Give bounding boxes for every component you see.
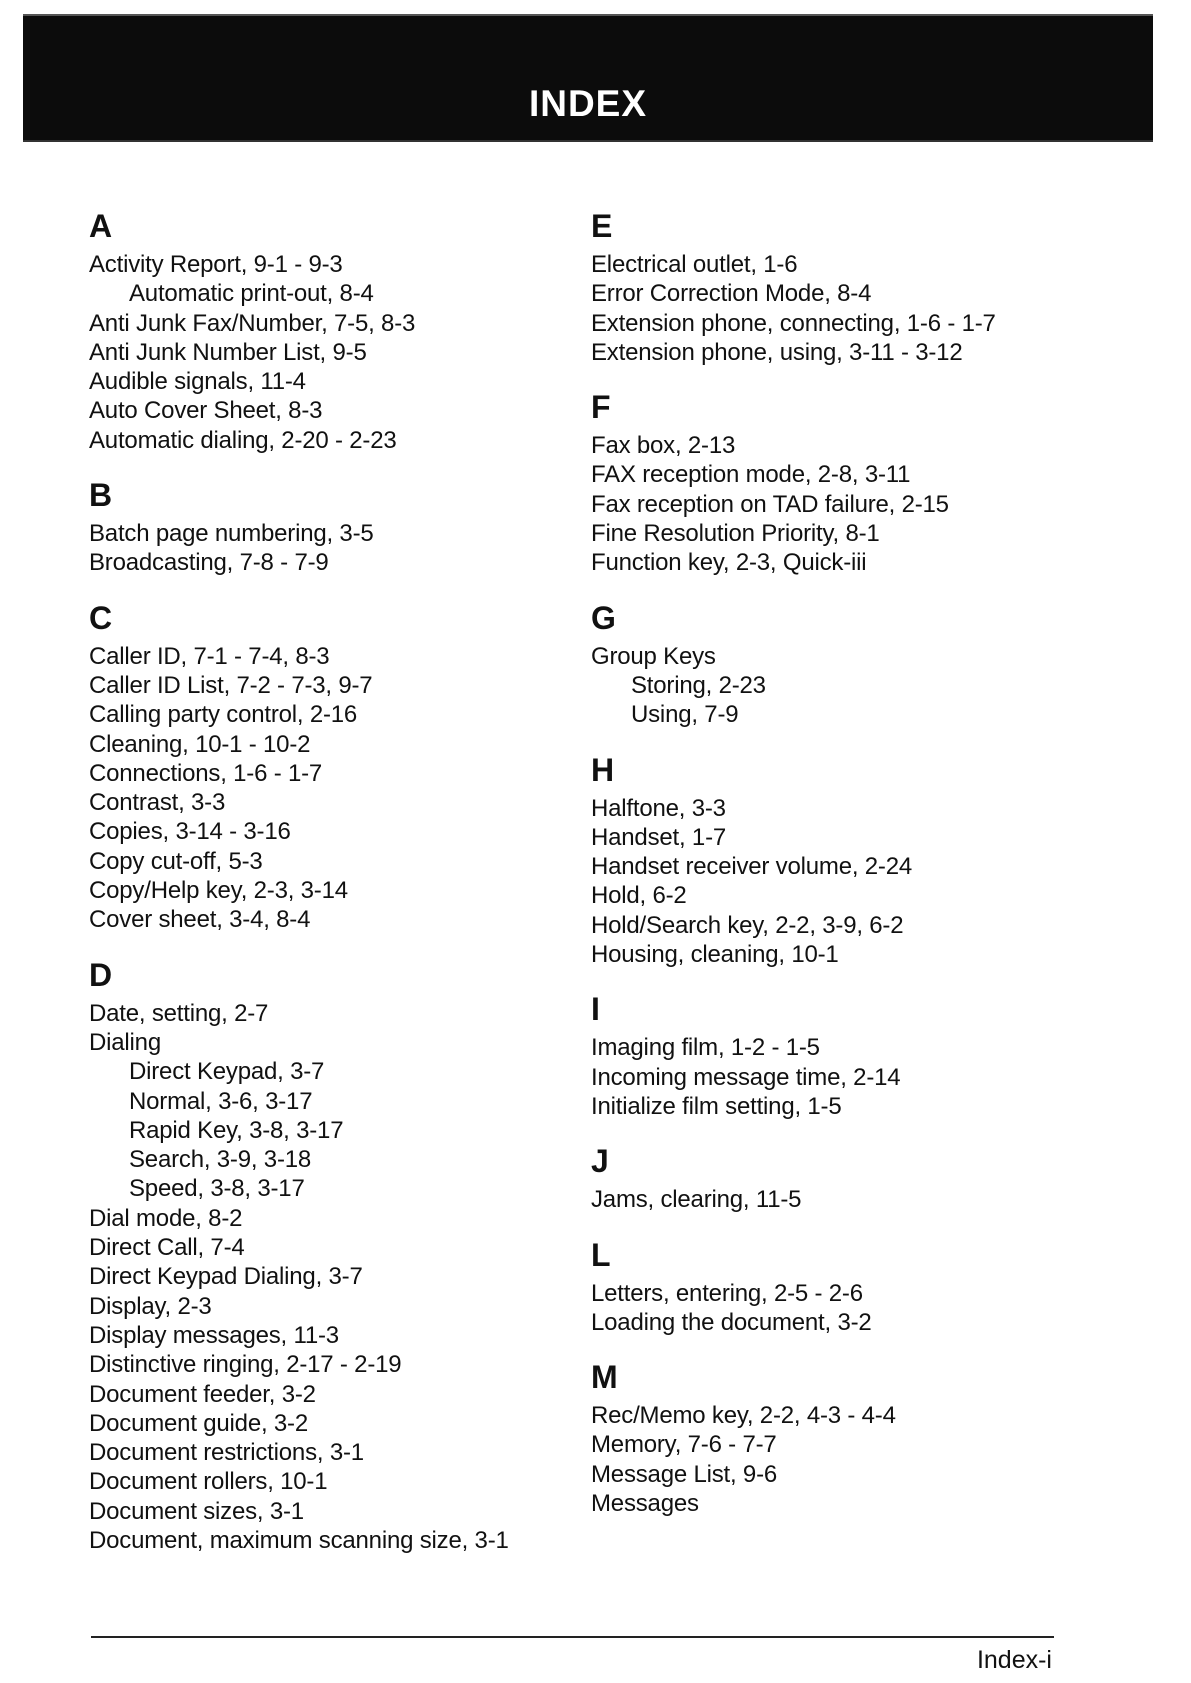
- index-entry: Distinctive ringing, 2-17 - 2-19: [89, 1351, 402, 1379]
- index-entry: Fax reception on TAD failure, 2-15: [591, 490, 949, 518]
- index-column-right: [591, 210, 1111, 1542]
- section-letter: J: [591, 1143, 609, 1180]
- index-subentry: Search, 3-9, 3-18: [129, 1146, 312, 1174]
- index-entry: Batch page numbering, 3-5: [89, 520, 374, 548]
- index-section-j: [591, 1145, 1111, 1214]
- index-entry: Function key, 2-3, Quick-iii: [591, 549, 867, 577]
- index-entry: Jams, clearing, 11-5: [591, 1186, 802, 1214]
- index-entry: Messages: [591, 1490, 699, 1518]
- index-section-c: [89, 599, 609, 935]
- index-entry: Housing, cleaning, 10-1: [591, 941, 839, 969]
- index-entry: Broadcasting, 7-8 - 7-9: [89, 549, 329, 577]
- index-entry: Copies, 3-14 - 3-16: [89, 818, 291, 846]
- page-title: INDEX: [528, 83, 648, 124]
- index-entry: Contrast, 3-3: [89, 789, 226, 817]
- index-entry: Connections, 1-6 - 1-7: [89, 759, 323, 787]
- page-number: Index-i: [976, 1646, 1052, 1674]
- index-entry: Caller ID List, 7-2 - 7-3, 9-7: [89, 671, 373, 699]
- index-entry: Group Keys: [591, 642, 716, 670]
- index-entry: Dialing: [89, 1028, 161, 1056]
- index-entry: Message List, 9-6: [591, 1460, 778, 1488]
- index-entry: Initialize film setting, 1-5: [591, 1092, 842, 1120]
- index-section-m: [591, 1361, 1111, 1518]
- index-entry: Anti Junk Fax/Number, 7-5, 8-3: [89, 309, 416, 337]
- index-entry: Direct Call, 7-4: [89, 1234, 245, 1262]
- section-letter: C: [89, 599, 113, 636]
- section-letter: L: [591, 1236, 611, 1273]
- index-entry: Fax box, 2-13: [591, 432, 736, 460]
- index-entry: Halftone, 3-3: [591, 794, 726, 822]
- section-letter: F: [591, 389, 611, 426]
- index-entry: Hold, 6-2: [591, 882, 687, 910]
- index-entry: Cover sheet, 3-4, 8-4: [89, 906, 311, 934]
- index-entry: Auto Cover Sheet, 8-3: [89, 397, 323, 425]
- index-section-l: [591, 1236, 1111, 1338]
- index-section-d: [89, 956, 609, 1556]
- index-entry: Direct Keypad Dialing, 3-7: [89, 1263, 363, 1291]
- index-subentry: Speed, 3-8, 3-17: [129, 1175, 305, 1203]
- index-section-f: [591, 391, 1111, 577]
- index-entry: Incoming message time, 2-14: [591, 1063, 901, 1091]
- index-column-left: [89, 210, 609, 1579]
- index-entry: Extension phone, using, 3-11 - 3-12: [591, 338, 963, 366]
- index-section-h: [591, 751, 1111, 970]
- index-entry: Error Correction Mode, 8-4: [591, 280, 872, 308]
- index-section-b: [89, 479, 609, 578]
- index-entry: Extension phone, connecting, 1-6 - 1-7: [591, 309, 996, 337]
- index-entry: Calling party control, 2-16: [89, 701, 358, 729]
- index-entry: Hold/Search key, 2-2, 3-9, 6-2: [591, 911, 904, 939]
- index-entry: Display, 2-3: [89, 1292, 212, 1320]
- index-entry: Audible signals, 11-4: [89, 368, 306, 396]
- index-entry: Dial mode, 8-2: [89, 1204, 243, 1232]
- index-entry: Document rollers, 10-1: [89, 1468, 328, 1496]
- index-section-e: [591, 210, 1111, 367]
- section-letter: M: [591, 1359, 618, 1396]
- index-entry: Display messages, 11-3: [89, 1321, 339, 1349]
- section-letter: G: [591, 599, 616, 636]
- index-subentry: Normal, 3-6, 3-17: [129, 1087, 313, 1115]
- section-letter: H: [591, 751, 615, 788]
- section-letter: E: [591, 208, 613, 244]
- index-entry: Copy cut-off, 5-3: [89, 847, 263, 875]
- section-letter: D: [89, 956, 113, 993]
- index-section-a: [89, 210, 609, 455]
- index-entry: Caller ID, 7-1 - 7-4, 8-3: [89, 642, 330, 670]
- index-entry: Cleaning, 10-1 - 10-2: [89, 730, 311, 758]
- section-letter: A: [89, 208, 113, 244]
- index-section-i: [591, 993, 1111, 1121]
- section-letter: B: [89, 477, 113, 514]
- index-entry: Loading the document, 3-2: [591, 1308, 872, 1336]
- footer-divider: [91, 1636, 1054, 1638]
- index-entry: Letters, entering, 2-5 - 2-6: [591, 1279, 863, 1307]
- index-section-g: [591, 599, 1111, 730]
- index-entry: Document feeder, 3-2: [89, 1380, 316, 1408]
- index-entry: Anti Junk Number List, 9-5: [89, 338, 367, 366]
- index-entry: Electrical outlet, 1-6: [591, 251, 798, 278]
- index-entry: Memory, 7-6 - 7-7: [591, 1431, 777, 1459]
- index-subentry: Storing, 2-23: [631, 671, 766, 699]
- index-entry: Rec/Memo key, 2-2, 4-3 - 4-4: [591, 1402, 896, 1430]
- index-entry: Document restrictions, 3-1: [89, 1439, 364, 1467]
- index-entry: Automatic dialing, 2-20 - 2-23: [89, 426, 397, 454]
- index-entry: Imaging film, 1-2 - 1-5: [591, 1034, 820, 1062]
- index-entry: Handset receiver volume, 2-24: [591, 853, 913, 881]
- index-entry: FAX reception mode, 2-8, 3-11: [591, 461, 911, 489]
- index-header-banner: [23, 14, 1153, 142]
- index-entry: Activity Report, 9-1 - 9-3: [89, 251, 343, 278]
- index-entry: Fine Resolution Priority, 8-1: [591, 520, 880, 548]
- index-subentry: Rapid Key, 3-8, 3-17: [129, 1116, 344, 1144]
- index-entry: Document, maximum scanning size, 3-1: [89, 1526, 509, 1554]
- section-letter: I: [591, 991, 600, 1028]
- index-entry: Document guide, 3-2: [89, 1409, 308, 1437]
- index-entry: Copy/Help key, 2-3, 3-14: [89, 877, 348, 905]
- index-entry: Date, setting, 2-7: [89, 999, 269, 1027]
- index-entry: Handset, 1-7: [591, 823, 727, 851]
- index-subentry: Automatic print-out, 8-4: [129, 280, 374, 308]
- index-subentry: Using, 7-9: [631, 701, 739, 729]
- index-entry: Document sizes, 3-1: [89, 1497, 304, 1525]
- index-subentry: Direct Keypad, 3-7: [129, 1058, 325, 1086]
